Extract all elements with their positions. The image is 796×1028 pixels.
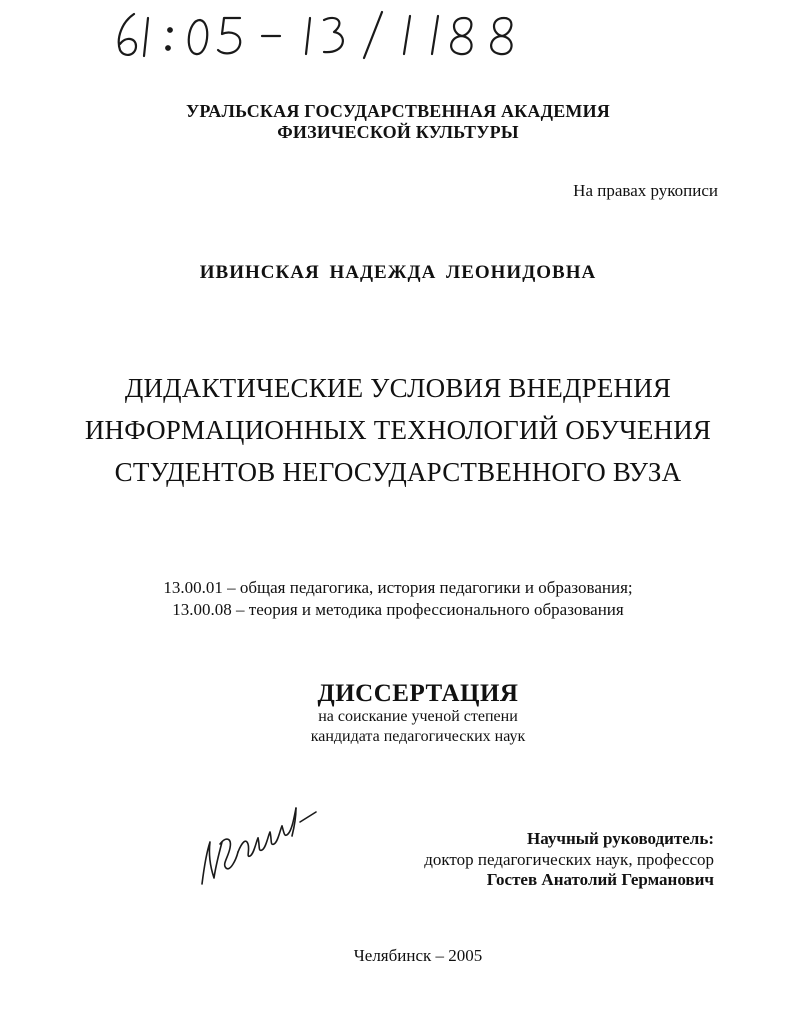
dissertation-subline-2: кандидата педагогических наук xyxy=(310,728,526,745)
supervisor-label: Научный руководитель: xyxy=(527,829,714,848)
institution-line-1: УРАЛЬСКАЯ ГОСУДАРСТВЕННАЯ АКАДЕМИЯ xyxy=(185,101,611,121)
dissertation-subline-1: на соискание ученой степени xyxy=(318,708,518,725)
handwritten-signature xyxy=(196,798,318,886)
specialty-line-2: 13.00.08 – теория и методика профессионального образования xyxy=(172,600,624,619)
handwritten-archive-code xyxy=(112,8,542,60)
rights-note: На правах рукописи xyxy=(573,181,718,200)
specialty-line-1: 13.00.01 – общая педагогика, история педагогики и образования; xyxy=(163,578,633,597)
title-line-1: ДИДАКТИЧЕСКИЕ УСЛОВИЯ ВНЕДРЕНИЯ xyxy=(124,373,672,403)
institution-line-2: ФИЗИЧЕСКОЙ КУЛЬТУРЫ xyxy=(277,122,519,142)
supervisor-degree: доктор педагогических наук, профессор xyxy=(424,850,714,869)
dissertation-heading: ДИССЕРТАЦИЯ xyxy=(317,680,519,707)
city-year: Челябинск – 2005 xyxy=(353,946,483,965)
author-name: ИВИНСКАЯ НАДЕЖДА ЛЕОНИДОВНА xyxy=(199,262,597,283)
title-line-2: ИНФОРМАЦИОННЫХ ТЕХНОЛОГИЙ ОБУЧЕНИЯ xyxy=(84,415,712,445)
supervisor-name: Гостев Анатолий Германович xyxy=(486,870,714,889)
title-line-3: СТУДЕНТОВ НЕГОСУДАРСТВЕННОГО ВУЗА xyxy=(114,457,682,487)
